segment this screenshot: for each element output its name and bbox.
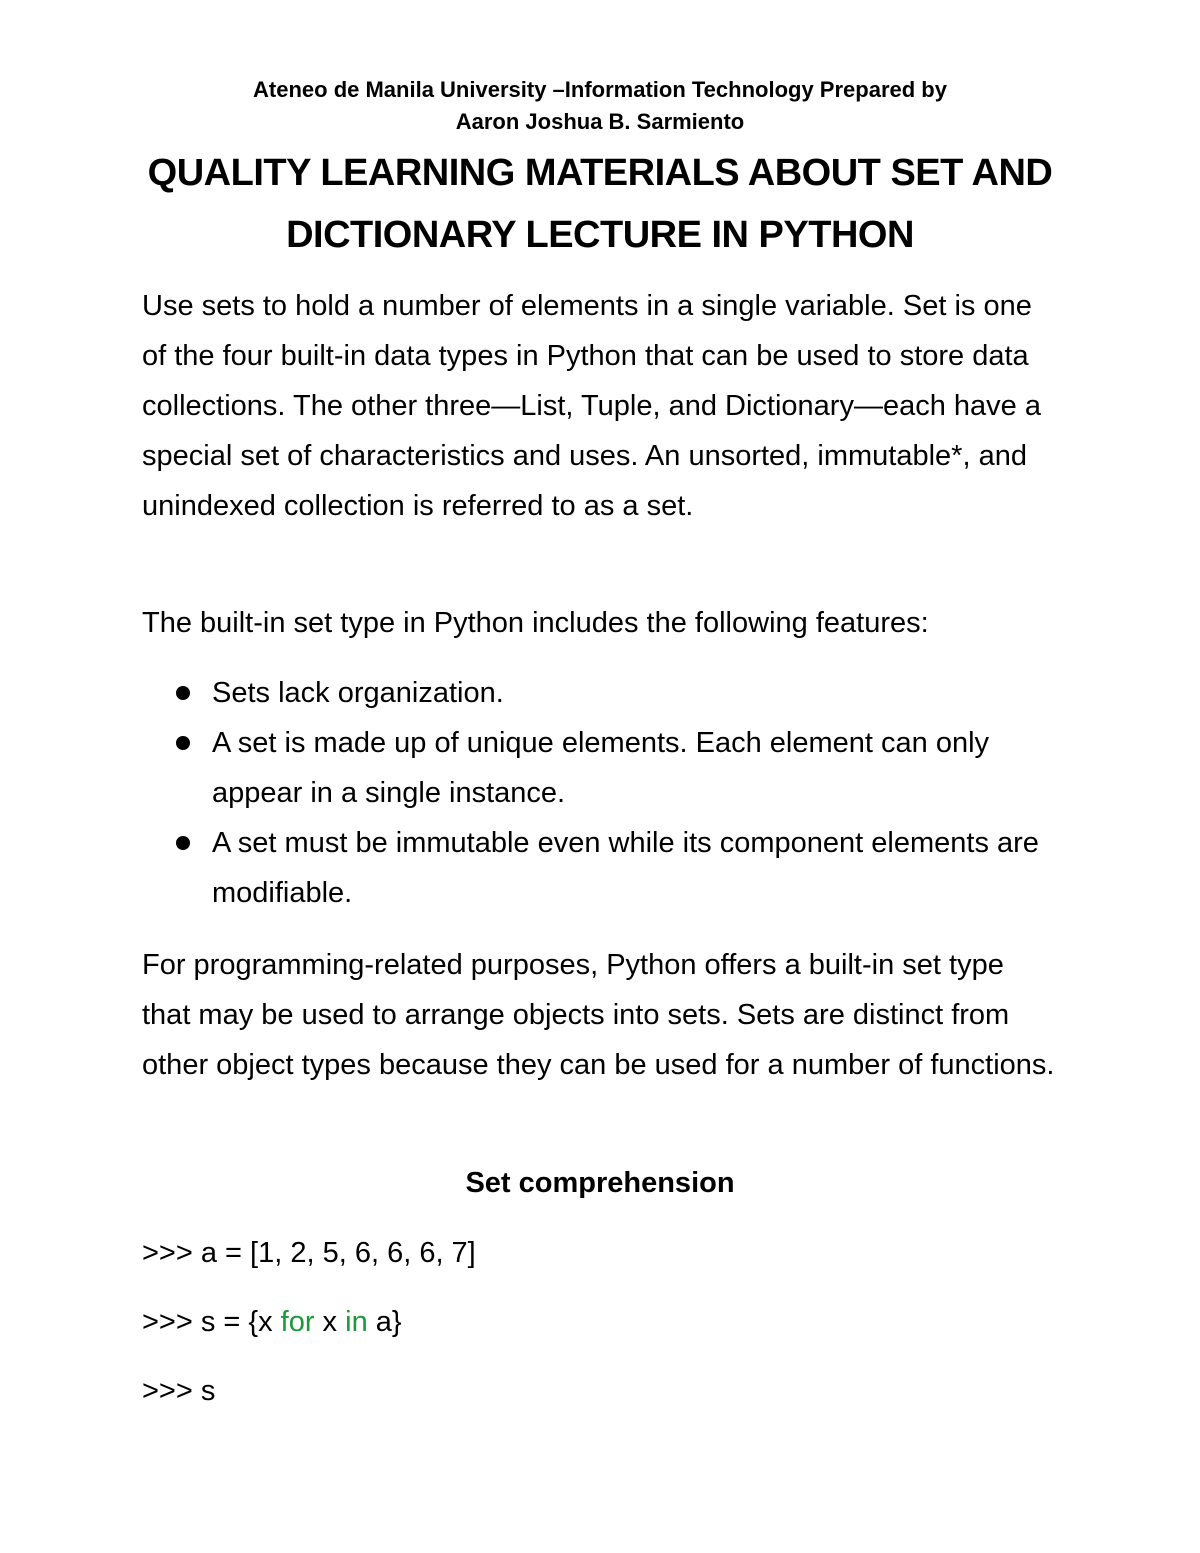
code-text: >>> s = {x	[142, 1306, 281, 1338]
list-item-text: Sets lack organization.	[212, 677, 504, 709]
intro-paragraph: Use sets to hold a number of elements in a single variable. Set is one of the four built-in data types in Python that can be used to store data collections. The other three—List, Tuple, and Dictionary—each have a special set of characteristics and uses. An unsorted, immutable*, and unindexed collection is referred to as a set.	[142, 290, 1041, 522]
document-title	[120, 142, 1080, 266]
page-header	[0, 74, 1200, 138]
section-heading: Set comprehension	[465, 1167, 735, 1199]
list-item	[142, 718, 1057, 818]
bullet-icon	[176, 736, 190, 750]
code-line-3: >>> s	[142, 1375, 216, 1407]
list-item	[142, 818, 1057, 918]
header-author-line: Aaron Joshua B. Sarmiento	[455, 109, 745, 134]
code-keyword-in: in	[345, 1306, 368, 1338]
bullet-icon	[176, 836, 190, 850]
features-list	[142, 668, 1057, 918]
list-item	[142, 668, 1057, 718]
code-line-1: >>> a = [1, 2, 5, 6, 6, 6, 7]	[142, 1237, 476, 1269]
code-text: x	[314, 1306, 346, 1338]
bullet-icon	[176, 686, 190, 700]
code-line-2	[142, 1297, 402, 1347]
code-text: a}	[367, 1306, 402, 1338]
title-line-1: QUALITY LEARNING MATERIALS ABOUT SET AND	[147, 152, 1053, 194]
list-item-text: A set is made up of unique elements. Each element can only appear in a single instance.	[212, 727, 990, 809]
title-line-2: DICTIONARY LECTURE IN PYTHON	[286, 214, 914, 256]
list-item-text: A set must be immutable even while its component elements are modifiable.	[212, 827, 1039, 909]
code-keyword-for: for	[280, 1306, 315, 1338]
header-institution-line: Ateneo de Manila University –Information Technology Prepared by	[253, 77, 947, 102]
purposes-paragraph: For programming-related purposes, Python offers a built-in set type that may be used to arrange objects into sets. Sets are distinct from other object types because they can be used for a number of functions.	[142, 949, 1055, 1081]
features-lead-paragraph: The built-in set type in Python includes the following features:	[142, 607, 929, 639]
